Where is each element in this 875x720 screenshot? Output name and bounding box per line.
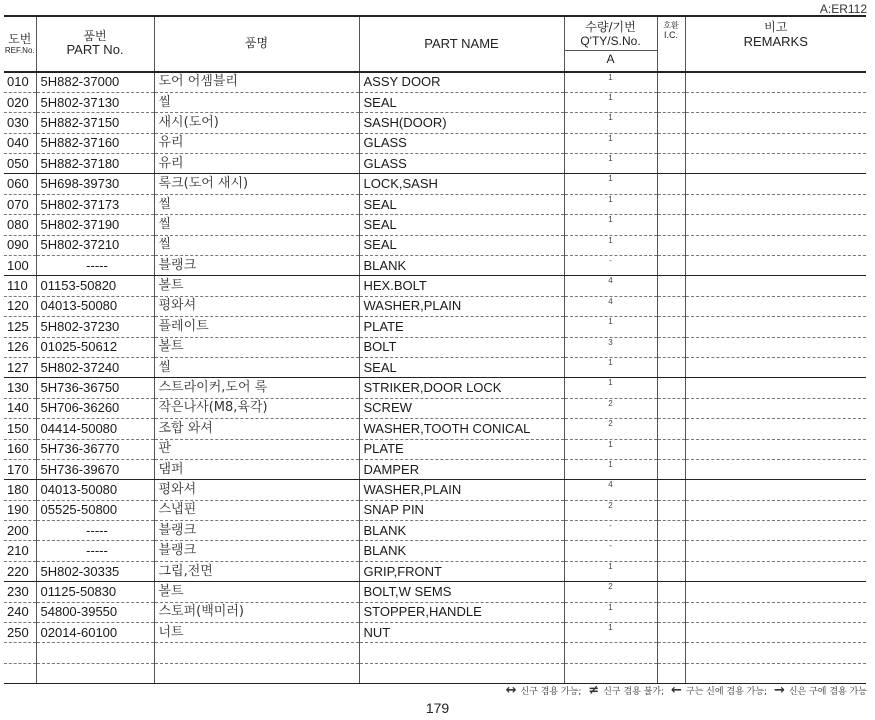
korean-name-cell: 도어 어셈블리	[154, 72, 359, 92]
part-number-cell: 5H736-39670	[36, 459, 154, 479]
table-row	[4, 521, 866, 541]
remarks-cell	[685, 541, 866, 561]
korean-name-cell: 스냅핀	[154, 500, 359, 520]
ref-cell: 120	[4, 296, 36, 316]
remarks-cell	[685, 337, 866, 357]
quantity-cell: 1	[564, 378, 657, 398]
part-number-cell: 05525-50800	[36, 500, 154, 520]
part-name-cell: BLANK	[359, 541, 564, 561]
empty-cell	[564, 643, 657, 663]
korean-name-cell: 씰	[154, 194, 359, 214]
quantity-cell: -	[564, 256, 657, 276]
empty-cell	[657, 663, 685, 683]
table-row	[4, 317, 866, 337]
part-name-cell: SCREW	[359, 398, 564, 418]
ref-cell: 140	[4, 398, 36, 418]
part-number-cell: 5H802-30335	[36, 561, 154, 581]
korean-name-cell: 새시(도어)	[154, 113, 359, 133]
table-row	[4, 602, 866, 622]
remarks-cell	[685, 174, 866, 194]
table-row	[4, 459, 866, 479]
ref-cell: 020	[4, 92, 36, 112]
ref-cell: 180	[4, 480, 36, 500]
quantity-cell: 1	[564, 133, 657, 153]
ic-cell	[657, 194, 685, 214]
ref-cell: 060	[4, 174, 36, 194]
part-name-cell: WASHER,TOOTH CONICAL	[359, 419, 564, 439]
ref-cell: 127	[4, 357, 36, 377]
part-number-cell: 01025-50612	[36, 337, 154, 357]
ref-cell: 130	[4, 378, 36, 398]
remarks-cell	[685, 133, 866, 153]
quantity-cell: -	[564, 521, 657, 541]
quantity-cell: 2	[564, 419, 657, 439]
remarks-cell	[685, 317, 866, 337]
ic-cell	[657, 480, 685, 500]
legend-symbol-new-to-old: →	[773, 683, 785, 698]
quantity-cell: 1	[564, 439, 657, 459]
quantity-cell: 1	[564, 235, 657, 255]
quantity-cell: 1	[564, 317, 657, 337]
empty-cell	[564, 663, 657, 683]
ic-cell	[657, 521, 685, 541]
table-row	[4, 113, 866, 133]
part-number-cell: 01153-50820	[36, 276, 154, 296]
part-number-cell: 02014-60100	[36, 623, 154, 643]
empty-cell	[685, 663, 866, 683]
part-number-cell: -----	[36, 541, 154, 561]
korean-name-cell: 블랭크	[154, 521, 359, 541]
part-name-cell: GRIP,FRONT	[359, 561, 564, 581]
table-row	[4, 541, 866, 561]
ic-cell	[657, 398, 685, 418]
ref-cell: 210	[4, 541, 36, 561]
part-name-cell: SEAL	[359, 194, 564, 214]
remarks-cell	[685, 357, 866, 377]
remarks-cell	[685, 154, 866, 174]
compatibility-legend	[502, 683, 867, 698]
quantity-cell: 3	[564, 337, 657, 357]
ic-cell	[657, 154, 685, 174]
part-name-cell: BOLT	[359, 337, 564, 357]
part-number-cell: 5H736-36750	[36, 378, 154, 398]
part-name-cell: SEAL	[359, 215, 564, 235]
quantity-cell: 1	[564, 357, 657, 377]
table-row	[4, 276, 866, 296]
part-name-cell: WASHER,PLAIN	[359, 480, 564, 500]
header-row	[4, 16, 866, 72]
korean-name-cell: 유리	[154, 154, 359, 174]
part-name-cell: LOCK,SASH	[359, 174, 564, 194]
part-name-cell: PLATE	[359, 439, 564, 459]
remarks-cell	[685, 419, 866, 439]
empty-cell	[154, 663, 359, 683]
ref-cell: 230	[4, 582, 36, 602]
part-number-cell: 5H736-36770	[36, 439, 154, 459]
part-name-cell: SNAP PIN	[359, 500, 564, 520]
table-row	[4, 419, 866, 439]
header-name-ko: 품명	[154, 16, 359, 72]
ic-cell	[657, 276, 685, 296]
quantity-cell: 4	[564, 276, 657, 296]
header-qty: 수량/기번 Q'TY/S.No. A	[564, 16, 657, 72]
ic-cell	[657, 317, 685, 337]
ref-cell: 090	[4, 235, 36, 255]
table-row	[4, 623, 866, 643]
part-name-cell: HEX.BOLT	[359, 276, 564, 296]
header-remarks: 비고 REMARKS	[685, 16, 866, 72]
table-row	[4, 194, 866, 214]
table-row	[4, 296, 866, 316]
ref-cell: 070	[4, 194, 36, 214]
legend-text-old-to-new: 구는 신에 겸용 가능;	[685, 687, 768, 697]
ic-cell	[657, 215, 685, 235]
korean-name-cell: 플레이트	[154, 317, 359, 337]
table-row	[4, 235, 866, 255]
remarks-cell	[685, 296, 866, 316]
part-number-cell: 54800-39550	[36, 602, 154, 622]
empty-cell	[154, 643, 359, 663]
empty-cell	[657, 643, 685, 663]
ic-cell	[657, 500, 685, 520]
part-name-cell: GLASS	[359, 133, 564, 153]
ic-cell	[657, 541, 685, 561]
remarks-cell	[685, 439, 866, 459]
remarks-cell	[685, 623, 866, 643]
part-number-cell: 5H698-39730	[36, 174, 154, 194]
table-row	[4, 378, 866, 398]
ic-cell	[657, 174, 685, 194]
table-row	[4, 582, 866, 602]
part-name-cell: SEAL	[359, 92, 564, 112]
korean-name-cell: 판	[154, 439, 359, 459]
remarks-cell	[685, 215, 866, 235]
quantity-cell: 2	[564, 582, 657, 602]
remarks-cell	[685, 500, 866, 520]
table-row	[4, 133, 866, 153]
part-number-cell: 5H882-37160	[36, 133, 154, 153]
legend-text-new-to-old: 신은 구에 겸용 가능	[788, 687, 867, 697]
ic-cell	[657, 235, 685, 255]
part-number-cell: 01125-50830	[36, 582, 154, 602]
empty-cell	[359, 663, 564, 683]
quantity-cell: 1	[564, 459, 657, 479]
korean-name-cell: 씰	[154, 357, 359, 377]
ref-cell: 190	[4, 500, 36, 520]
table-row	[4, 154, 866, 174]
quantity-cell: 1	[564, 623, 657, 643]
part-name-cell: ASSY DOOR	[359, 72, 564, 92]
quantity-cell: 2	[564, 500, 657, 520]
table-row	[4, 337, 866, 357]
part-name-cell: NUT	[359, 623, 564, 643]
ref-cell: 050	[4, 154, 36, 174]
table-row	[4, 215, 866, 235]
korean-name-cell: 작은나사(M8,육각)	[154, 398, 359, 418]
remarks-cell	[685, 92, 866, 112]
empty-row	[4, 663, 866, 683]
quantity-cell: -	[564, 541, 657, 561]
korean-name-cell: 스트라이커,도어 록	[154, 378, 359, 398]
page-code: A:ER112	[819, 2, 867, 16]
part-number-cell: -----	[36, 521, 154, 541]
part-number-cell: 5H706-36260	[36, 398, 154, 418]
quantity-cell: 1	[564, 92, 657, 112]
table-row	[4, 439, 866, 459]
part-number-cell: 5H802-37130	[36, 92, 154, 112]
korean-name-cell: 평와셔	[154, 480, 359, 500]
empty-cell	[36, 643, 154, 663]
part-name-cell: GLASS	[359, 154, 564, 174]
korean-name-cell: 씰	[154, 215, 359, 235]
ref-cell: 100	[4, 256, 36, 276]
legend-text-both: 신구 겸용 가능;	[520, 687, 582, 697]
part-name-cell: BLANK	[359, 521, 564, 541]
quantity-cell: 1	[564, 215, 657, 235]
ref-cell: 126	[4, 337, 36, 357]
quantity-cell: 1	[564, 174, 657, 194]
ref-cell: 040	[4, 133, 36, 153]
part-number-cell: 5H802-37240	[36, 357, 154, 377]
ic-cell	[657, 561, 685, 581]
ref-cell: 250	[4, 623, 36, 643]
header-part-no: 품번 PART No.	[36, 16, 154, 72]
empty-cell	[359, 643, 564, 663]
korean-name-cell: 유리	[154, 133, 359, 153]
part-number-cell: 04013-50080	[36, 296, 154, 316]
korean-name-cell: 평와셔	[154, 296, 359, 316]
ic-cell	[657, 623, 685, 643]
legend-text-none: 신구 겸용 불가;	[603, 687, 665, 697]
part-name-cell: BOLT,W SEMS	[359, 582, 564, 602]
table-row	[4, 174, 866, 194]
legend-symbol-old-to-new: ←	[671, 683, 682, 698]
remarks-cell	[685, 398, 866, 418]
ic-cell	[657, 133, 685, 153]
quantity-cell: 2	[564, 398, 657, 418]
table-row	[4, 561, 866, 581]
remarks-cell	[685, 521, 866, 541]
table-row	[4, 92, 866, 112]
part-number-cell: 5H882-37000	[36, 72, 154, 92]
table-row	[4, 256, 866, 276]
table-row	[4, 72, 866, 92]
quantity-cell: 1	[564, 113, 657, 133]
parts-table	[4, 15, 866, 684]
part-number-cell: -----	[36, 256, 154, 276]
quantity-cell: 1	[564, 154, 657, 174]
korean-name-cell: 조합 와셔	[154, 419, 359, 439]
korean-name-cell: 블랭크	[154, 541, 359, 561]
korean-name-cell: 씰	[154, 92, 359, 112]
remarks-cell	[685, 582, 866, 602]
remarks-cell	[685, 561, 866, 581]
table-row	[4, 357, 866, 377]
header-part-name: PART NAME	[359, 16, 564, 72]
quantity-cell: 1	[564, 72, 657, 92]
remarks-cell	[685, 602, 866, 622]
legend-symbol-both: ↔	[505, 683, 517, 698]
ic-cell	[657, 72, 685, 92]
empty-cell	[36, 663, 154, 683]
remarks-cell	[685, 72, 866, 92]
part-name-cell: STOPPER,HANDLE	[359, 602, 564, 622]
ref-cell: 160	[4, 439, 36, 459]
korean-name-cell: 너트	[154, 623, 359, 643]
legend-symbol-none: ≠	[588, 683, 600, 698]
ic-cell	[657, 296, 685, 316]
ref-cell: 080	[4, 215, 36, 235]
ic-cell	[657, 357, 685, 377]
korean-name-cell: 볼트	[154, 337, 359, 357]
ref-cell: 150	[4, 419, 36, 439]
remarks-cell	[685, 113, 866, 133]
ic-cell	[657, 113, 685, 133]
empty-row	[4, 643, 866, 663]
ic-cell	[657, 256, 685, 276]
part-name-cell: SEAL	[359, 235, 564, 255]
ic-cell	[657, 378, 685, 398]
part-number-cell: 5H882-37150	[36, 113, 154, 133]
ic-cell	[657, 419, 685, 439]
remarks-cell	[685, 276, 866, 296]
ref-cell: 200	[4, 521, 36, 541]
remarks-cell	[685, 480, 866, 500]
ref-cell: 220	[4, 561, 36, 581]
part-number-cell: 5H882-37180	[36, 154, 154, 174]
empty-cell	[4, 663, 36, 683]
korean-name-cell: 스토퍼(백미러)	[154, 602, 359, 622]
remarks-cell	[685, 459, 866, 479]
part-name-cell: BLANK	[359, 256, 564, 276]
ref-cell: 110	[4, 276, 36, 296]
ic-cell	[657, 439, 685, 459]
header-ref: 도번 REF.No.	[4, 16, 36, 72]
ref-cell: 010	[4, 72, 36, 92]
header-ic: 호환 I.C.	[657, 16, 685, 72]
part-number-cell: 5H802-37230	[36, 317, 154, 337]
quantity-cell: 1	[564, 194, 657, 214]
quantity-cell: 4	[564, 480, 657, 500]
table-row	[4, 480, 866, 500]
remarks-cell	[685, 256, 866, 276]
part-name-cell: WASHER,PLAIN	[359, 296, 564, 316]
remarks-cell	[685, 378, 866, 398]
quantity-cell: 1	[564, 602, 657, 622]
empty-cell	[685, 643, 866, 663]
ref-cell: 125	[4, 317, 36, 337]
korean-name-cell: 댐퍼	[154, 459, 359, 479]
korean-name-cell: 블랭크	[154, 256, 359, 276]
korean-name-cell: 볼트	[154, 276, 359, 296]
korean-name-cell: 씰	[154, 235, 359, 255]
part-number-cell: 04013-50080	[36, 480, 154, 500]
quantity-cell: 4	[564, 296, 657, 316]
ref-cell: 170	[4, 459, 36, 479]
parts-rows	[4, 72, 866, 684]
page-number: 179	[425, 700, 450, 716]
part-name-cell: SEAL	[359, 357, 564, 377]
part-name-cell: DAMPER	[359, 459, 564, 479]
part-name-cell: STRIKER,DOOR LOCK	[359, 378, 564, 398]
ic-cell	[657, 459, 685, 479]
korean-name-cell: 볼트	[154, 582, 359, 602]
part-number-cell: 5H802-37210	[36, 235, 154, 255]
ref-cell: 030	[4, 113, 36, 133]
table-row	[4, 500, 866, 520]
part-number-cell: 04414-50080	[36, 419, 154, 439]
empty-cell	[4, 643, 36, 663]
table-row	[4, 398, 866, 418]
korean-name-cell: 그립,전면	[154, 561, 359, 581]
quantity-cell: 1	[564, 561, 657, 581]
remarks-cell	[685, 194, 866, 214]
part-name-cell: SASH(DOOR)	[359, 113, 564, 133]
ref-cell: 240	[4, 602, 36, 622]
ic-cell	[657, 337, 685, 357]
part-number-cell: 5H802-37190	[36, 215, 154, 235]
part-number-cell: 5H802-37173	[36, 194, 154, 214]
part-name-cell: PLATE	[359, 317, 564, 337]
remarks-cell	[685, 235, 866, 255]
korean-name-cell: 록크(도어 새시)	[154, 174, 359, 194]
ic-cell	[657, 582, 685, 602]
ic-cell	[657, 92, 685, 112]
ic-cell	[657, 602, 685, 622]
